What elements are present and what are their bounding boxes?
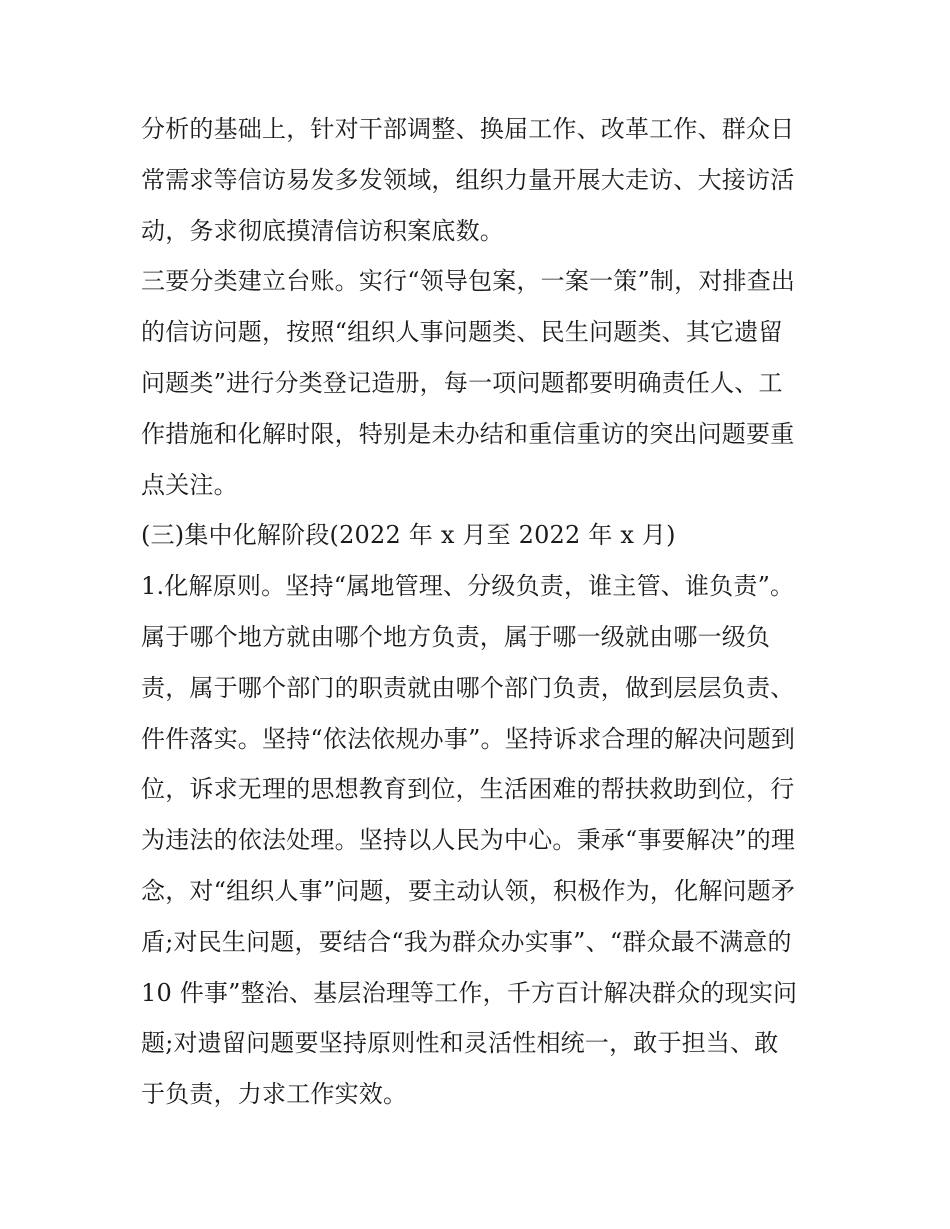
text-line: 1.化解原则。坚持“属地管理、分级负责，谁主管、谁负责”。 — [141, 572, 795, 601]
text-line: 点关注。 — [141, 470, 238, 499]
text-line: 于负责，力求工作实效。 — [141, 1080, 408, 1109]
text-line: 的信访问题，按照“组织人事问题类、民生问题类、其它遗留 — [141, 318, 783, 347]
text-line: 动，务求彻底摸清信访积案底数。 — [141, 216, 504, 245]
text-line: 属于哪个地方就由哪个地方负责，属于哪一级就由哪一级负 — [141, 622, 771, 651]
body-text — [141, 104, 813, 1120]
text-line: 念，对“组织人事”问题，要主动认领，积极作为，化解问题矛 — [141, 876, 796, 905]
text-line: 三要分类建立台账。实行“领导包案，一案一策”制，对排查出 — [141, 267, 796, 296]
text-line: 位，诉求无理的思想教育到位，生活困难的帮扶救助到位，行 — [141, 775, 795, 804]
text-line: 10 件事”整治、基层治理等工作，千方百计解决群众的现实问 — [141, 978, 798, 1007]
text-line: 问题类”进行分类登记造册，每一项问题都要明确责任人、工 — [141, 368, 783, 397]
text-line: 盾;对民生问题，要结合“我为群众办实事”、“群众最不满意的 — [141, 927, 792, 956]
text-line: 题;对遗留问题要坚持原则性和灵活性相统一，敢于担当、敢 — [141, 1029, 779, 1058]
text-line: 分析的基础上，针对干部调整、换届工作、改革工作、群众日 — [141, 115, 795, 143]
text-line: 责，属于哪个部门的职责就由哪个部门负责，做到层层负责、 — [141, 673, 795, 702]
section-heading: (三)集中化解阶段(2022 年 x 月至 2022 年 x 月) — [141, 521, 676, 550]
text-line: 常需求等信访易发多发领域，组织力量开展大走访、大接访活 — [141, 165, 795, 194]
text-line: 件件落实。坚持“依法依规办事”。坚持诉求合理的解决问题到 — [141, 724, 796, 753]
text-line: 作措施和化解时限，特别是未办结和重信重访的突出问题要重 — [141, 419, 795, 448]
text-line: 为违法的依法处理。坚持以人民为中心。秉承“事要解决”的理 — [141, 826, 796, 855]
